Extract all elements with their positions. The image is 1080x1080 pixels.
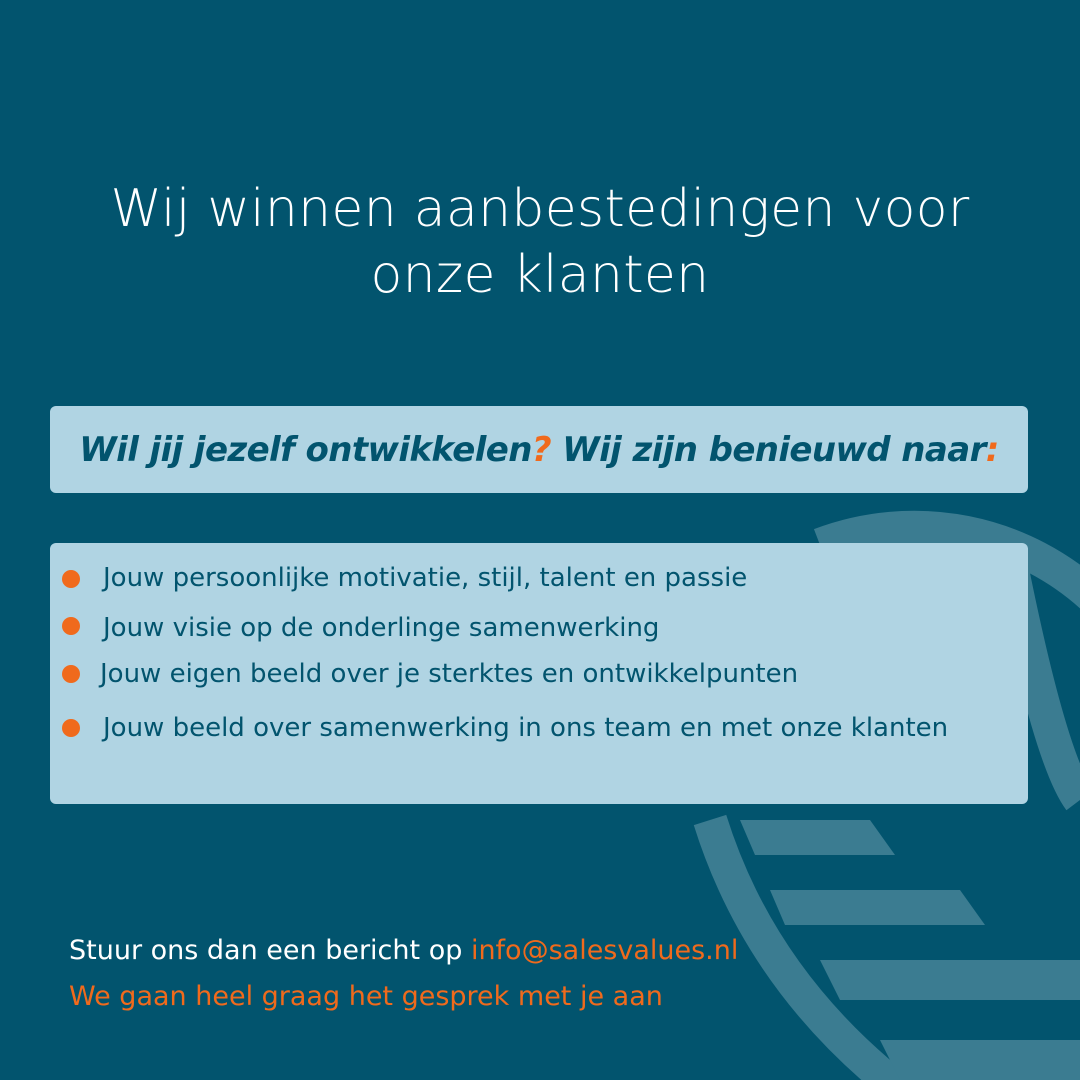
ladder-rung-3 [820, 960, 1080, 1000]
bullet-dot-icon [62, 719, 80, 737]
list-item-text: Jouw beeld over samenwerking in ons team en met onze klanten [103, 713, 949, 743]
footer-prefix: Stuur ons dan een bericht op [69, 935, 471, 966]
colon-accent: : [985, 430, 999, 470]
question-mark-accent: ? [531, 430, 551, 470]
headline-line-2: onze klanten [370, 245, 710, 305]
subheading-panel [50, 406, 1028, 493]
bullet-dot-icon [62, 570, 80, 588]
interest-list-panel [50, 543, 1028, 804]
footer-line-1 [69, 928, 738, 974]
ladder-rung-4 [880, 1040, 1080, 1080]
ladder-rung-1 [740, 820, 895, 855]
footer-cta [69, 928, 738, 1020]
headline-line-1: Wij winnen aanbestedingen voor [110, 179, 970, 239]
ladder-rail-left [710, 820, 900, 1080]
list-item-text: Jouw persoonlijke motivatie, stijl, talent en passie [103, 563, 748, 593]
email-link[interactable]: info@salesvalues.nl [470, 935, 739, 966]
subheading-part-1: Wil jij jezelf ontwikkelen [79, 430, 532, 470]
bullet-dot-icon [62, 665, 80, 683]
list-item-text: Jouw eigen beeld over je sterktes en ontwikkelpunten [100, 659, 799, 689]
bullet-dot-icon [62, 617, 80, 635]
subheading [50, 430, 1028, 470]
ladder-rung-2 [770, 890, 985, 925]
footer-line-2: We gaan heel graag het gesprek met je aan [69, 981, 663, 1012]
subheading-part-2: Wij zijn benieuwd naar [550, 430, 986, 470]
headline [40, 176, 1040, 308]
list-item-text: Jouw visie op de onderlinge samenwerking [103, 613, 660, 643]
